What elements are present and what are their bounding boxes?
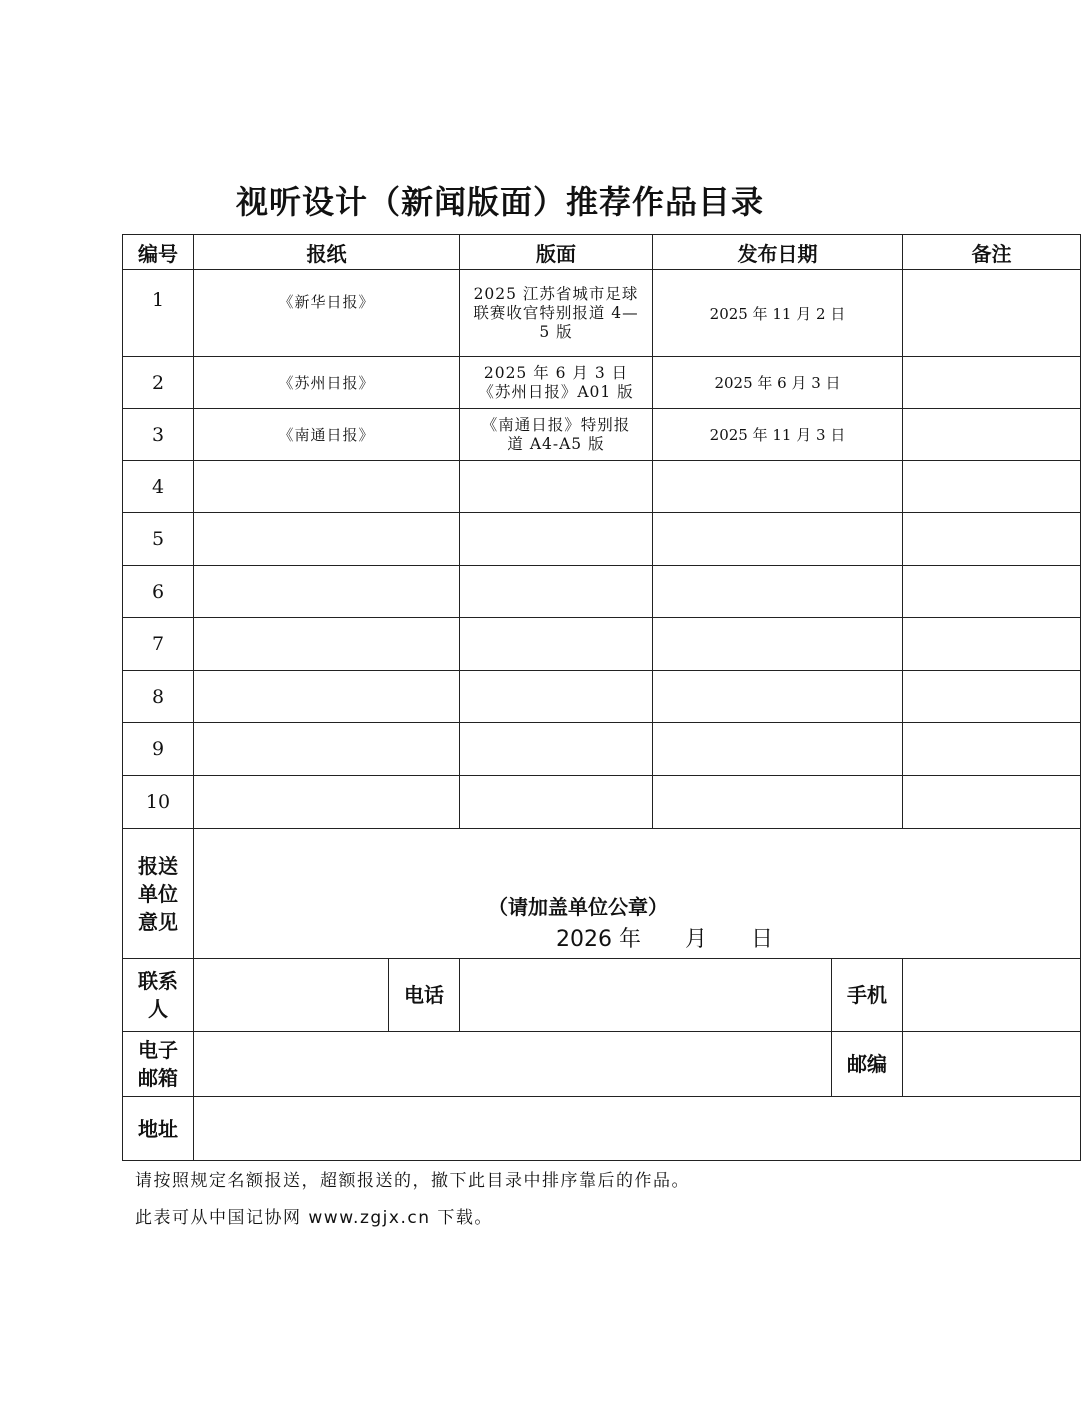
row-no: 3 bbox=[123, 409, 194, 461]
row-paper: 《苏州日报》 bbox=[194, 357, 460, 409]
header-date: 发布日期 bbox=[653, 235, 903, 270]
row-remark bbox=[903, 776, 1081, 829]
table-row bbox=[123, 461, 1081, 513]
address-row bbox=[123, 1097, 1081, 1161]
postcode-value[interactable] bbox=[903, 1032, 1081, 1097]
row-date: 2025 年 11 月 3 日 bbox=[653, 409, 903, 461]
row-no: 7 bbox=[123, 618, 194, 671]
table-header-row bbox=[123, 235, 1081, 270]
table-row bbox=[123, 566, 1081, 618]
row-page bbox=[460, 461, 653, 513]
row-page bbox=[460, 566, 653, 618]
row-page bbox=[460, 513, 653, 566]
table-row bbox=[123, 723, 1081, 776]
row-date bbox=[653, 618, 903, 671]
row-page bbox=[460, 671, 653, 723]
row-date: 2025 年 11 月 2 日 bbox=[653, 270, 903, 357]
row-no: 6 bbox=[123, 566, 194, 618]
row-paper: 《新华日报》 bbox=[194, 270, 460, 357]
mobile-label: 手机 bbox=[832, 959, 903, 1032]
seal-note: （请加盖单位公章） bbox=[488, 895, 668, 919]
row-no: 4 bbox=[123, 461, 194, 513]
table-row bbox=[123, 409, 1081, 461]
row-paper bbox=[194, 461, 460, 513]
row-date bbox=[653, 566, 903, 618]
table-row bbox=[123, 671, 1081, 723]
row-remark bbox=[903, 566, 1081, 618]
table-row bbox=[123, 270, 1081, 357]
table-row bbox=[123, 776, 1081, 829]
row-paper bbox=[194, 776, 460, 829]
header-remark: 备注 bbox=[903, 235, 1081, 270]
opinion-label: 报送单位意见 bbox=[123, 829, 194, 959]
row-remark bbox=[903, 357, 1081, 409]
header-no: 编号 bbox=[123, 235, 194, 270]
phone-label: 电话 bbox=[389, 959, 460, 1032]
row-date bbox=[653, 513, 903, 566]
row-remark bbox=[903, 409, 1081, 461]
row-remark bbox=[903, 513, 1081, 566]
row-no: 9 bbox=[123, 723, 194, 776]
row-no: 8 bbox=[123, 671, 194, 723]
address-value[interactable] bbox=[194, 1097, 1081, 1161]
row-no: 1 bbox=[123, 270, 194, 357]
row-paper bbox=[194, 618, 460, 671]
row-remark bbox=[903, 618, 1081, 671]
row-date: 2025 年 6 月 3 日 bbox=[653, 357, 903, 409]
row-paper bbox=[194, 566, 460, 618]
row-date bbox=[653, 671, 903, 723]
row-paper bbox=[194, 513, 460, 566]
row-no: 10 bbox=[123, 776, 194, 829]
contact-value[interactable] bbox=[194, 959, 389, 1032]
table-row bbox=[123, 513, 1081, 566]
row-page: 《南通日报》特别报道 A4-A5 版 bbox=[460, 409, 653, 461]
contact-row bbox=[123, 959, 1081, 1032]
note-line-2: 此表可从中国记协网 www.zgjx.cn 下载。 bbox=[135, 1208, 493, 1228]
row-page bbox=[460, 723, 653, 776]
row-page bbox=[460, 776, 653, 829]
email-value[interactable] bbox=[194, 1032, 832, 1097]
row-no: 2 bbox=[123, 357, 194, 409]
mobile-value[interactable] bbox=[903, 959, 1081, 1032]
table-row bbox=[123, 357, 1081, 409]
address-label: 地址 bbox=[123, 1097, 194, 1161]
row-page: 2025 年 6 月 3 日《苏州日报》A01 版 bbox=[460, 357, 653, 409]
opinion-row bbox=[123, 829, 1081, 959]
row-date bbox=[653, 461, 903, 513]
row-remark bbox=[903, 461, 1081, 513]
row-paper: 《南通日报》 bbox=[194, 409, 460, 461]
row-page: 2025 江苏省城市足球联赛收官特别报道 4—5 版 bbox=[460, 270, 653, 357]
opinion-area bbox=[194, 829, 1081, 959]
row-date bbox=[653, 776, 903, 829]
header-page: 版面 bbox=[460, 235, 653, 270]
row-remark bbox=[903, 723, 1081, 776]
row-date bbox=[653, 723, 903, 776]
row-remark bbox=[903, 270, 1081, 357]
row-no: 5 bbox=[123, 513, 194, 566]
page-title: 视听设计（新闻版面）推荐作品目录 bbox=[235, 183, 764, 221]
postcode-label: 邮编 bbox=[832, 1032, 903, 1097]
phone-value[interactable] bbox=[460, 959, 832, 1032]
signature-date: 2026 年 月 日 bbox=[556, 927, 773, 952]
row-remark bbox=[903, 671, 1081, 723]
email-label: 电子邮箱 bbox=[123, 1032, 194, 1097]
note-line-1: 请按照规定名额报送，超额报送的，撤下此目录中排序靠后的作品。 bbox=[135, 1171, 690, 1191]
header-paper: 报纸 bbox=[194, 235, 460, 270]
works-table bbox=[122, 234, 1081, 1161]
contact-label: 联系人 bbox=[123, 959, 194, 1032]
email-row bbox=[123, 1032, 1081, 1097]
table-row bbox=[123, 618, 1081, 671]
row-paper bbox=[194, 723, 460, 776]
row-paper bbox=[194, 671, 460, 723]
row-page bbox=[460, 618, 653, 671]
